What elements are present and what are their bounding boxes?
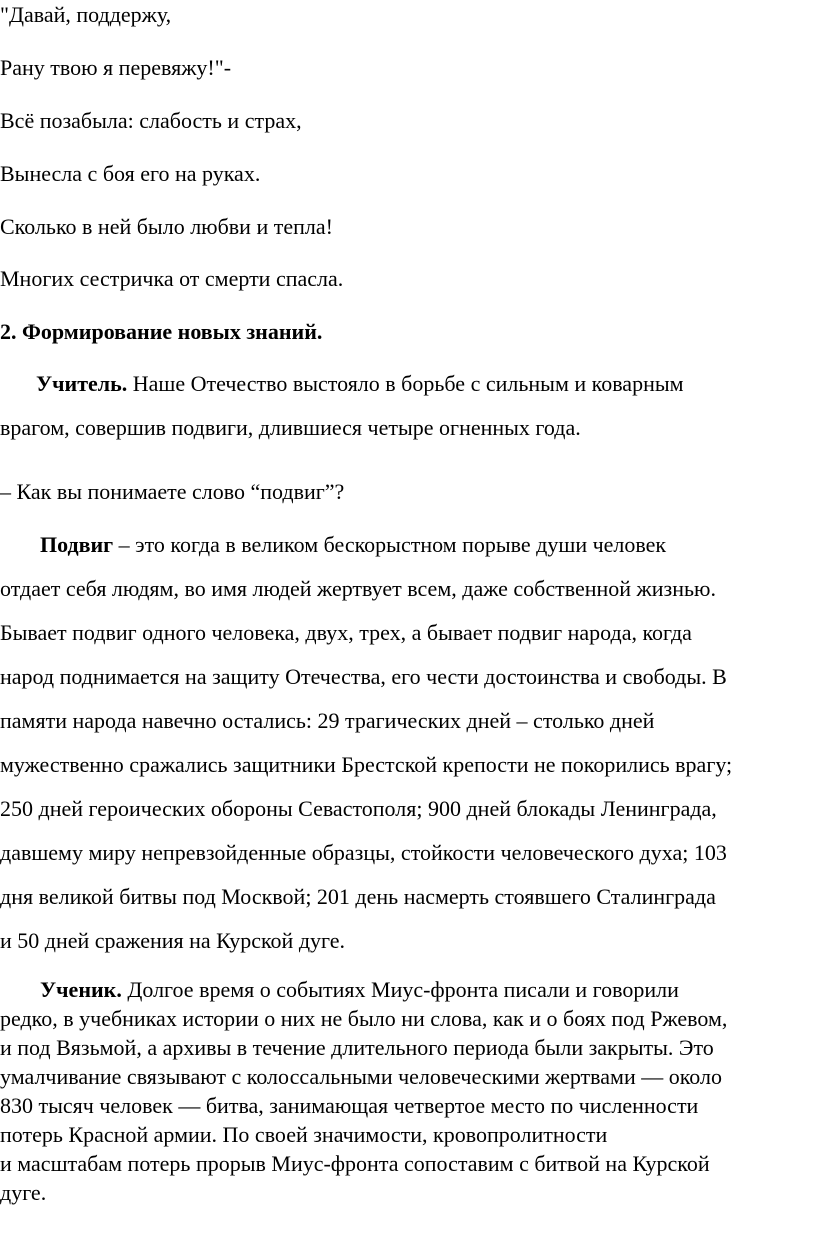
student-text-line: редко, в учебниках истории о них не было ни слова, как и о боях под Ржевом, (0, 1006, 728, 1031)
student-text-line: и под Вязьмой, а архивы в течение длительного периода были закрыты. Это (0, 1035, 714, 1060)
poem-line-5: Сколько в ней было любви и тепла! (0, 214, 333, 239)
teacher-paragraph (0, 362, 816, 450)
student-speaker-label: Ученик. (40, 977, 122, 1002)
poem-line-2: Рану твою я перевяжу!"- (0, 55, 232, 80)
student-text-line: Долгое время о событиях Миус-фронта писали и говорили (121, 977, 679, 1002)
definition-text-line: – это когда в великом бескорыстном порыве души человек (113, 532, 667, 557)
student-text-line: дуге. (0, 1180, 47, 1205)
definition-paragraph (0, 523, 816, 963)
teacher-speaker-label: Учитель. (36, 371, 128, 396)
student-text-line: и масштабам потерь прорыв Миус-фронта сопоставим с битвой на Курской (0, 1151, 710, 1176)
definition-text-line: и 50 дней сражения на Курской дуге. (0, 928, 346, 953)
definition-text-line: дня великой битвы под Москвой; 201 день насмерть стоявшего Сталинграда (0, 884, 716, 909)
definition-text-line: памяти народа навечно остались: 29 трагических дней – столько дней (0, 708, 655, 733)
question-line: – Как вы понимаете слово “подвиг”? (0, 479, 345, 504)
poem-line-4: Вынесла с боя его на руках. (0, 161, 261, 186)
definition-text-line: 250 дней героических обороны Севастополя; 900 дней блокады Ленинграда, (0, 796, 717, 821)
student-text-line: 830 тысяч человек — битва, занимающая четвертое место по численности (0, 1093, 699, 1118)
teacher-text-line: Наше Отечество выстояло в борьбе с сильным и коварным (127, 371, 684, 396)
definition-text-line: мужественно сражались защитники Брестской крепости не покорились врагу; (0, 752, 733, 777)
definition-text-line: отдает себя людям, во имя людей жертвует всем, даже собственной жизнью. (0, 576, 716, 601)
poem-line-1: "Давай, поддержу, (0, 2, 172, 27)
section-heading: 2. Формирование новых знаний. (0, 319, 323, 344)
definition-text-line: Бывает подвиг одного человека, двух, трех, а бывает подвиг народа, когда (0, 620, 692, 645)
student-paragraph (0, 975, 816, 1207)
definition-text-line: народ поднимается на защиту Отечества, его чести достоинства и свободы. В (0, 664, 727, 689)
poem-line-6: Многих сестричка от смерти спасла. (0, 266, 344, 291)
poem-line-3: Всё позабыла: слабость и страх, (0, 108, 302, 133)
student-text-line: потерь Красной армии. По своей значимости, кровопролитности (0, 1122, 608, 1147)
teacher-text-line: врагом, совершив подвиги, длившиеся четыре огненных года. (0, 415, 581, 440)
definition-text-line: давшему миру непревзойденные образцы, стойкости человеческого духа; 103 (0, 840, 727, 865)
definition-term: Подвиг (40, 532, 114, 557)
student-text-line: умалчивание связывают с колоссальными человеческими жертвами — около (0, 1064, 722, 1089)
